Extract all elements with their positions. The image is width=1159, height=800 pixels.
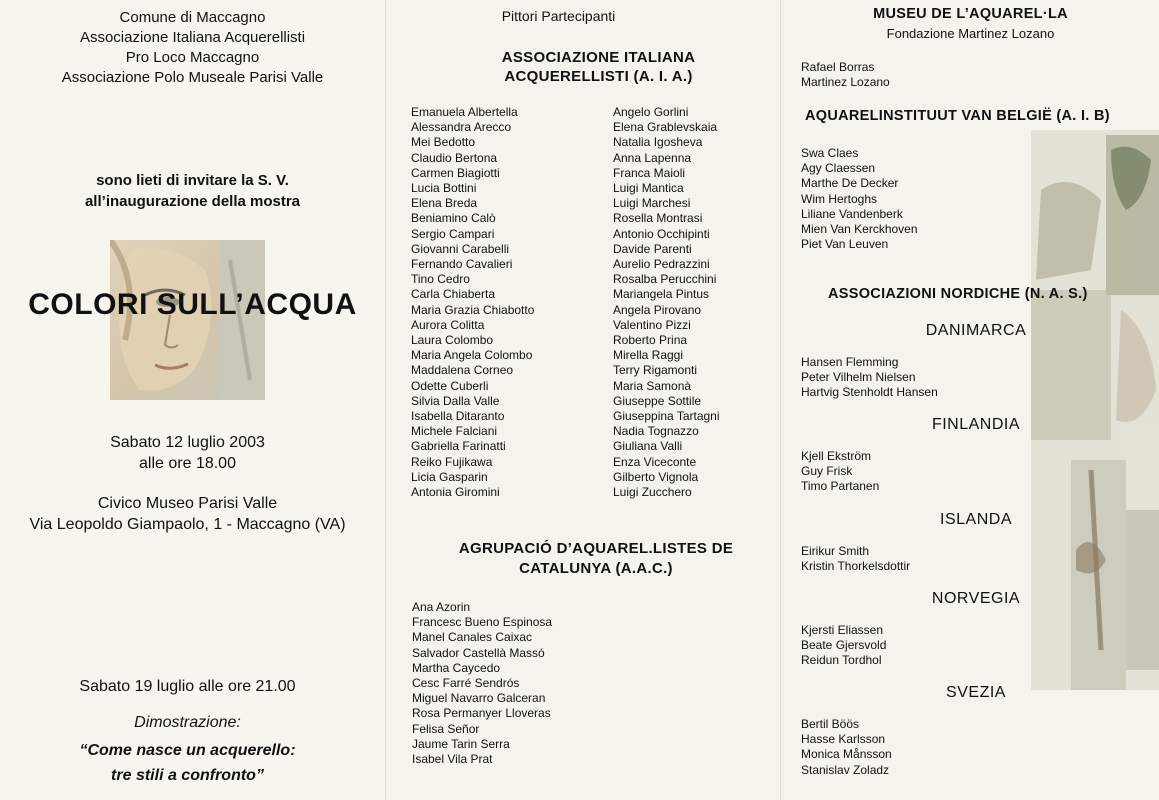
artist-name: Laura Colombo <box>411 333 494 348</box>
artist-name: Rosalba Perucchini <box>613 272 717 287</box>
artist-name: Eirikur Smith <box>801 544 870 558</box>
artist-name: Martinez Lozano <box>801 75 890 90</box>
artist-name: Rosa Permanyer Lloveras <box>412 706 551 721</box>
artist-name: Marthe De Decker <box>801 176 899 191</box>
artist-name: Maria Grazia Chiabotto <box>411 302 535 317</box>
foreign-associations-panel <box>780 0 1159 800</box>
artist-name: Jaume Tarin Serra <box>412 736 510 751</box>
aib-section-title: AQUARELINSTITUUT VAN BELGIË (A. I. B) <box>805 108 1110 124</box>
artist-name: Felisa Señor <box>412 721 480 736</box>
aac-section-title <box>386 539 806 579</box>
artist-name: Mariangela Pintus <box>613 287 710 302</box>
artist-name: Maria Samonà <box>613 378 692 393</box>
artist-name: Sergio Campari <box>411 226 495 241</box>
cover-panel <box>0 0 385 800</box>
artist-name: Mei Bedotto <box>411 135 476 150</box>
artist-name: Luigi Mantica <box>613 181 684 196</box>
artist-name: Wim Hertoghs <box>801 191 878 206</box>
country-heading: DANIMARCA <box>925 322 1027 339</box>
museu-subtitle: Fondazione Martinez Lozano <box>886 26 1055 41</box>
artist-name: Rafael Borras <box>801 60 875 74</box>
artist-name: Mirella Raggi <box>613 348 684 363</box>
country-artists-list <box>801 544 910 574</box>
artist-name: Miguel Navarro Galceran <box>412 691 546 706</box>
artist-name: Beate Gjersvold <box>801 638 887 653</box>
venue <box>0 493 375 535</box>
artist-name: Timo Partanen <box>801 479 880 494</box>
artist-name: Valentino Pizzi <box>613 317 691 332</box>
venue-address: Via Leopoldo Giampaolo, 1 - Maccagno (VA) <box>29 516 346 533</box>
artist-name: Piet Van Leuven <box>801 237 889 252</box>
artist-name: Maddalena Corneo <box>411 363 514 378</box>
artist-name: Aurora Colitta <box>411 317 485 332</box>
artist-name: Manel Canales Caixac <box>412 630 533 645</box>
demo-title-line: tre stili a confronto” <box>111 767 264 784</box>
artist-name: Angela Pirovano <box>613 302 702 317</box>
artist-name: Elena Grablevskaia <box>613 120 718 135</box>
artist-name: Antonia Giromini <box>411 485 500 500</box>
country-heading: SVEZIA <box>946 684 1006 701</box>
artist-name: Natalia Igosheva <box>613 135 703 150</box>
participants-panel <box>385 0 781 800</box>
organizer: Associazione Polo Museale Parisi Valle <box>61 69 324 86</box>
artist-name: Odette Cuberli <box>411 378 489 393</box>
artist-name: Gilberto Vignola <box>613 469 699 484</box>
artist-name: Terry Rigamonti <box>613 363 698 378</box>
opening-datetime <box>0 432 375 474</box>
organizers-list <box>0 8 385 88</box>
artist-name: Hasse Karlsson <box>801 732 886 747</box>
aia-artists-column-1 <box>411 105 534 500</box>
nas-section-title: ASSOCIAZIONI NORDICHE (N. A. S.) <box>828 286 1088 302</box>
artist-name: Enza Viceconte <box>613 454 697 469</box>
artist-name: Peter Vilhelm Nielsen <box>801 370 916 385</box>
artist-name: Swa Claes <box>801 146 859 160</box>
country-artists-list <box>801 449 879 495</box>
artist-name: Maria Angela Colombo <box>411 348 533 363</box>
exhibition-title: COLORI SULL’ACQUA <box>28 288 357 321</box>
artist-name: Carmen Biagiotti <box>411 165 500 180</box>
artist-name: Claudio Bertona <box>411 150 498 165</box>
artist-name: Agy Claessen <box>801 161 876 176</box>
artist-name: Monica Månsson <box>801 747 892 762</box>
organizer: Associazione Italiana Acquerellisti <box>79 29 306 46</box>
artist-name: Alessandra Arecco <box>411 120 512 135</box>
artist-name: Liliane Vandenberk <box>801 206 903 221</box>
aia-section-title <box>386 48 811 86</box>
artist-name: Hansen Flemming <box>801 355 899 369</box>
opening-time: alle ore 18.00 <box>139 455 236 472</box>
artist-name: Reidun Tordhol <box>801 653 882 668</box>
country-heading: NORVEGIA <box>931 590 1021 607</box>
artist-name: Beniamino Calò <box>411 211 496 226</box>
artist-name: Davide Parenti <box>613 241 692 256</box>
artist-name: Rosella Montrasi <box>613 211 703 226</box>
artist-name: Nadia Tognazzo <box>613 424 699 439</box>
country-artists-list <box>801 355 938 401</box>
artist-name: Kristin Thorkelsdottir <box>801 559 911 574</box>
artist-name: Gabriella Farinatti <box>411 439 506 454</box>
aia-title-line: ASSOCIAZIONE ITALIANA <box>501 49 696 66</box>
organizer: Pro Loco Maccagno <box>125 49 260 66</box>
demo-datetime: Sabato 19 luglio alle ore 21.00 <box>79 678 296 695</box>
artist-name: Kjersti Eliassen <box>801 623 884 637</box>
artist-name: Martha Caycedo <box>412 660 501 675</box>
demo-title-line: “Come nasce un acquerello: <box>79 742 296 759</box>
museu-title: MUSEU DE L’AQUAREL·LA <box>873 6 1068 22</box>
invite-line: all’inaugurazione della mostra <box>84 193 301 210</box>
artist-name: Lucia Bottini <box>411 181 477 196</box>
invite-line: sono lieti di invitare la S. V. <box>96 172 289 189</box>
artist-name: Giovanni Carabelli <box>411 241 510 256</box>
country-heading: FINLANDIA <box>931 416 1021 433</box>
artist-name: Giuseppe Sottile <box>613 393 702 408</box>
artist-name: Francesc Bueno Espinosa <box>412 615 553 630</box>
artist-name: Michele Falciani <box>411 424 498 439</box>
artist-name: Mien Van Kerckhoven <box>801 222 918 237</box>
venue-name: Civico Museo Parisi Valle <box>97 495 278 512</box>
aac-title-line: CATALUNYA (A.A.C.) <box>519 560 673 577</box>
artist-name: Giuseppina Tartagni <box>613 409 720 424</box>
artist-name: Isabella Ditaranto <box>411 409 505 424</box>
artist-name: Luigi Zucchero <box>613 485 692 500</box>
aib-artists-list <box>801 146 918 252</box>
country-artists-list <box>801 623 886 669</box>
artist-name: Giuliana Valli <box>613 439 683 454</box>
artist-name: Kjell Ekström <box>801 449 872 463</box>
organizer: Comune di Maccagno <box>119 9 266 26</box>
artist-name: Isabel Vila Prat <box>412 752 493 767</box>
museu-artists-list <box>801 60 890 90</box>
artist-name: Angelo Gorlini <box>613 105 689 119</box>
artist-name: Aurelio Pedrazzini <box>613 257 710 272</box>
invitation-text <box>0 170 385 212</box>
aia-title-line: ACQUERELLISTI (A. I. A.) <box>504 68 693 85</box>
country-heading: ISLANDA <box>940 511 1012 528</box>
demo-label: Dimostrazione: <box>134 714 241 731</box>
artist-name: Silvia Dalla Valle <box>411 393 500 408</box>
artist-name: Salvador Castellà Massó <box>412 645 545 660</box>
artist-name: Franca Maioli <box>613 165 686 180</box>
artist-name: Cesc Farré Sendrós <box>412 676 520 691</box>
aia-artists-column-2 <box>613 105 720 500</box>
artist-name: Antonio Occhipinti <box>613 226 710 241</box>
aac-artists-list <box>412 600 552 767</box>
artist-name: Stanislav Zoladz <box>801 762 890 777</box>
country-artists-list <box>801 717 892 778</box>
opening-date: Sabato 12 luglio 2003 <box>110 434 265 451</box>
artist-name: Reiko Fujikawa <box>411 454 493 469</box>
artist-name: Hartvig Stenholdt Hansen <box>801 385 938 400</box>
artist-name: Fernando Cavalieri <box>411 257 513 272</box>
demo-title <box>0 738 375 788</box>
artist-name: Bertil Böös <box>801 717 860 731</box>
artist-name: Carla Chiaberta <box>411 287 496 302</box>
artist-name: Licia Gasparin <box>411 469 488 484</box>
participants-header: Pittori Partecipanti <box>501 8 616 24</box>
artist-name: Roberto Prina <box>613 333 688 348</box>
artist-name: Ana Azorin <box>412 600 471 614</box>
artist-name: Anna Lapenna <box>613 150 692 165</box>
aac-title-line: AGRUPACIÓ D’AQUAREL.LISTES DE <box>458 540 734 557</box>
artist-name: Guy Frisk <box>801 464 853 479</box>
artist-name: Tino Cedro <box>411 272 470 287</box>
artist-name: Emanuela Albertella <box>411 105 518 119</box>
artist-name: Luigi Marchesi <box>613 196 691 211</box>
artist-name: Elena Breda <box>411 196 478 211</box>
